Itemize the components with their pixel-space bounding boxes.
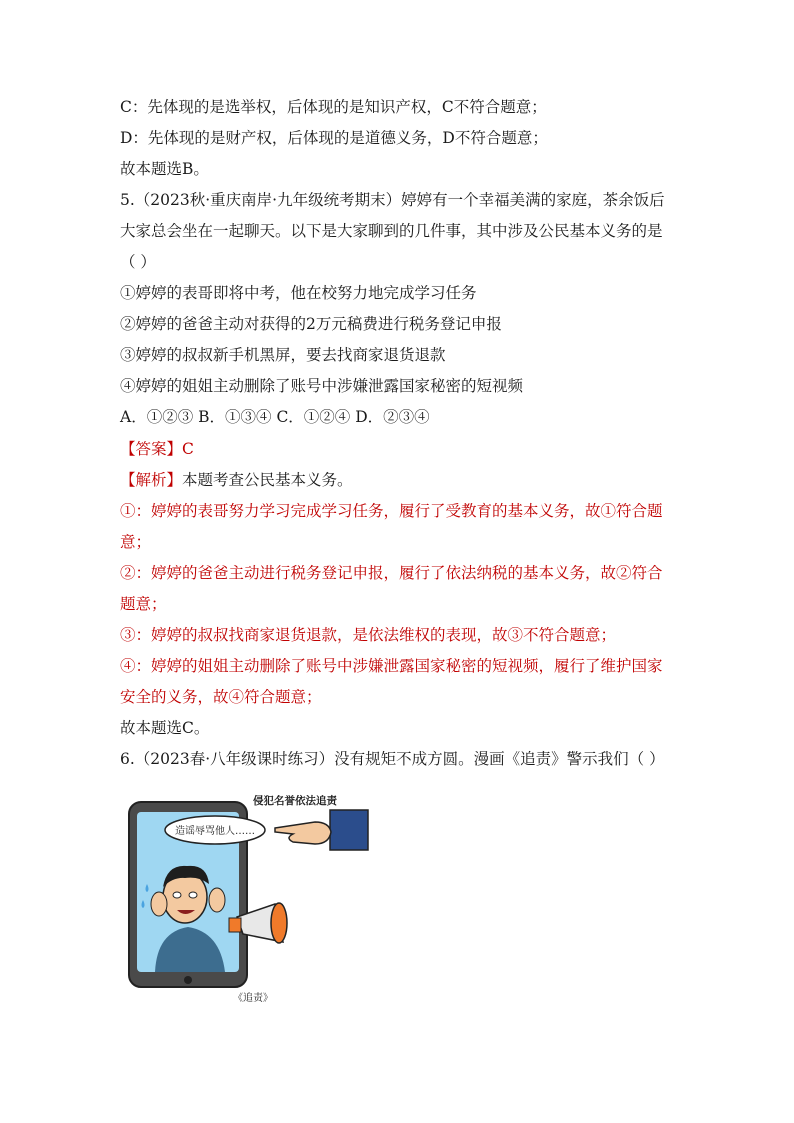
q5-item-1: ①婷婷的表哥即将中考，他在校努力地完成学习任务 bbox=[120, 284, 477, 302]
person-eye-right bbox=[189, 892, 197, 898]
q5-stem-line-2: 大家总会坐在一起聊天。以下是大家聊到的几件事，其中涉及公民基本义务的是 bbox=[120, 222, 663, 240]
analysis-line-6: ④：婷婷的姐姐主动删除了账号中涉嫌泄露国家秘密的短视频，履行了维护国家 bbox=[120, 657, 663, 675]
analysis-intro: 本题考查公民基本义务。 bbox=[182, 471, 353, 489]
analysis-label: 【解析】 bbox=[120, 471, 183, 489]
q5-conclusion: 故本题选C。 bbox=[120, 719, 210, 737]
answer-label: 【答案】 bbox=[120, 440, 183, 458]
q5-answer bbox=[120, 438, 194, 460]
pointing-hand-icon bbox=[275, 810, 368, 850]
answer-value: C bbox=[182, 440, 194, 458]
analysis-line-7: 安全的义务，故④符合题意； bbox=[120, 688, 322, 706]
q5-options: A．①②③ B．①③④ C．①②④ D．②③④ bbox=[120, 408, 430, 426]
phone-button bbox=[184, 976, 192, 984]
q6-stem: 6.（2023春·八年级课时练习）没有规矩不成方圆。漫画《追责》警示我们（ ） bbox=[120, 750, 665, 768]
cartoon-caption: 《追责》 bbox=[233, 993, 273, 1004]
q5-item-2: ②婷婷的爸爸主动对获得的2万元稿费进行税务登记申报 bbox=[120, 315, 502, 333]
speech-text: 造谣辱骂他人…… bbox=[175, 826, 255, 837]
cartoon-svg bbox=[125, 792, 370, 1010]
q5-item-4: ④婷婷的姐姐主动删除了账号中涉嫌泄露国家秘密的短视频 bbox=[120, 377, 524, 395]
q5-analysis bbox=[120, 469, 353, 491]
analysis-line-2: 意； bbox=[120, 533, 152, 551]
person-hand-right bbox=[209, 888, 225, 912]
analysis-line-1: ①：婷婷的表哥努力学习完成学习任务，履行了受教育的基本义务，故①符合题 bbox=[120, 502, 663, 520]
cartoon-image bbox=[125, 792, 370, 1010]
cartoon-headline: 侵犯名誉依法追责 bbox=[253, 795, 337, 807]
person-hand-left bbox=[151, 892, 167, 916]
q5-stem-line-1: 5.（2023秋·重庆南岸·九年级统考期末）婷婷有一个幸福美满的家庭，茶余饭后 bbox=[120, 191, 665, 209]
q5-item-3: ③婷婷的叔叔新手机黑屏，要去找商家退货退款 bbox=[120, 346, 446, 364]
prev-option-c: C：先体现的是选举权，后体现的是知识产权，C不符合题意； bbox=[120, 98, 547, 116]
analysis-line-4: 题意； bbox=[120, 595, 167, 613]
prev-option-d: D：先体现的是财产权，后体现的是道德义务，D不符合题意； bbox=[120, 129, 548, 147]
q5-stem-line-3: （ ） bbox=[120, 253, 156, 271]
analysis-line-3: ②：婷婷的爸爸主动进行税务登记申报，履行了依法纳税的基本义务，故②符合 bbox=[120, 564, 663, 582]
prev-conclusion: 故本题选B。 bbox=[120, 160, 209, 178]
person-eye-left bbox=[173, 892, 181, 898]
analysis-line-5: ③：婷婷的叔叔找商家退货退款，是依法维权的表现，故③不符合题意； bbox=[120, 626, 617, 644]
